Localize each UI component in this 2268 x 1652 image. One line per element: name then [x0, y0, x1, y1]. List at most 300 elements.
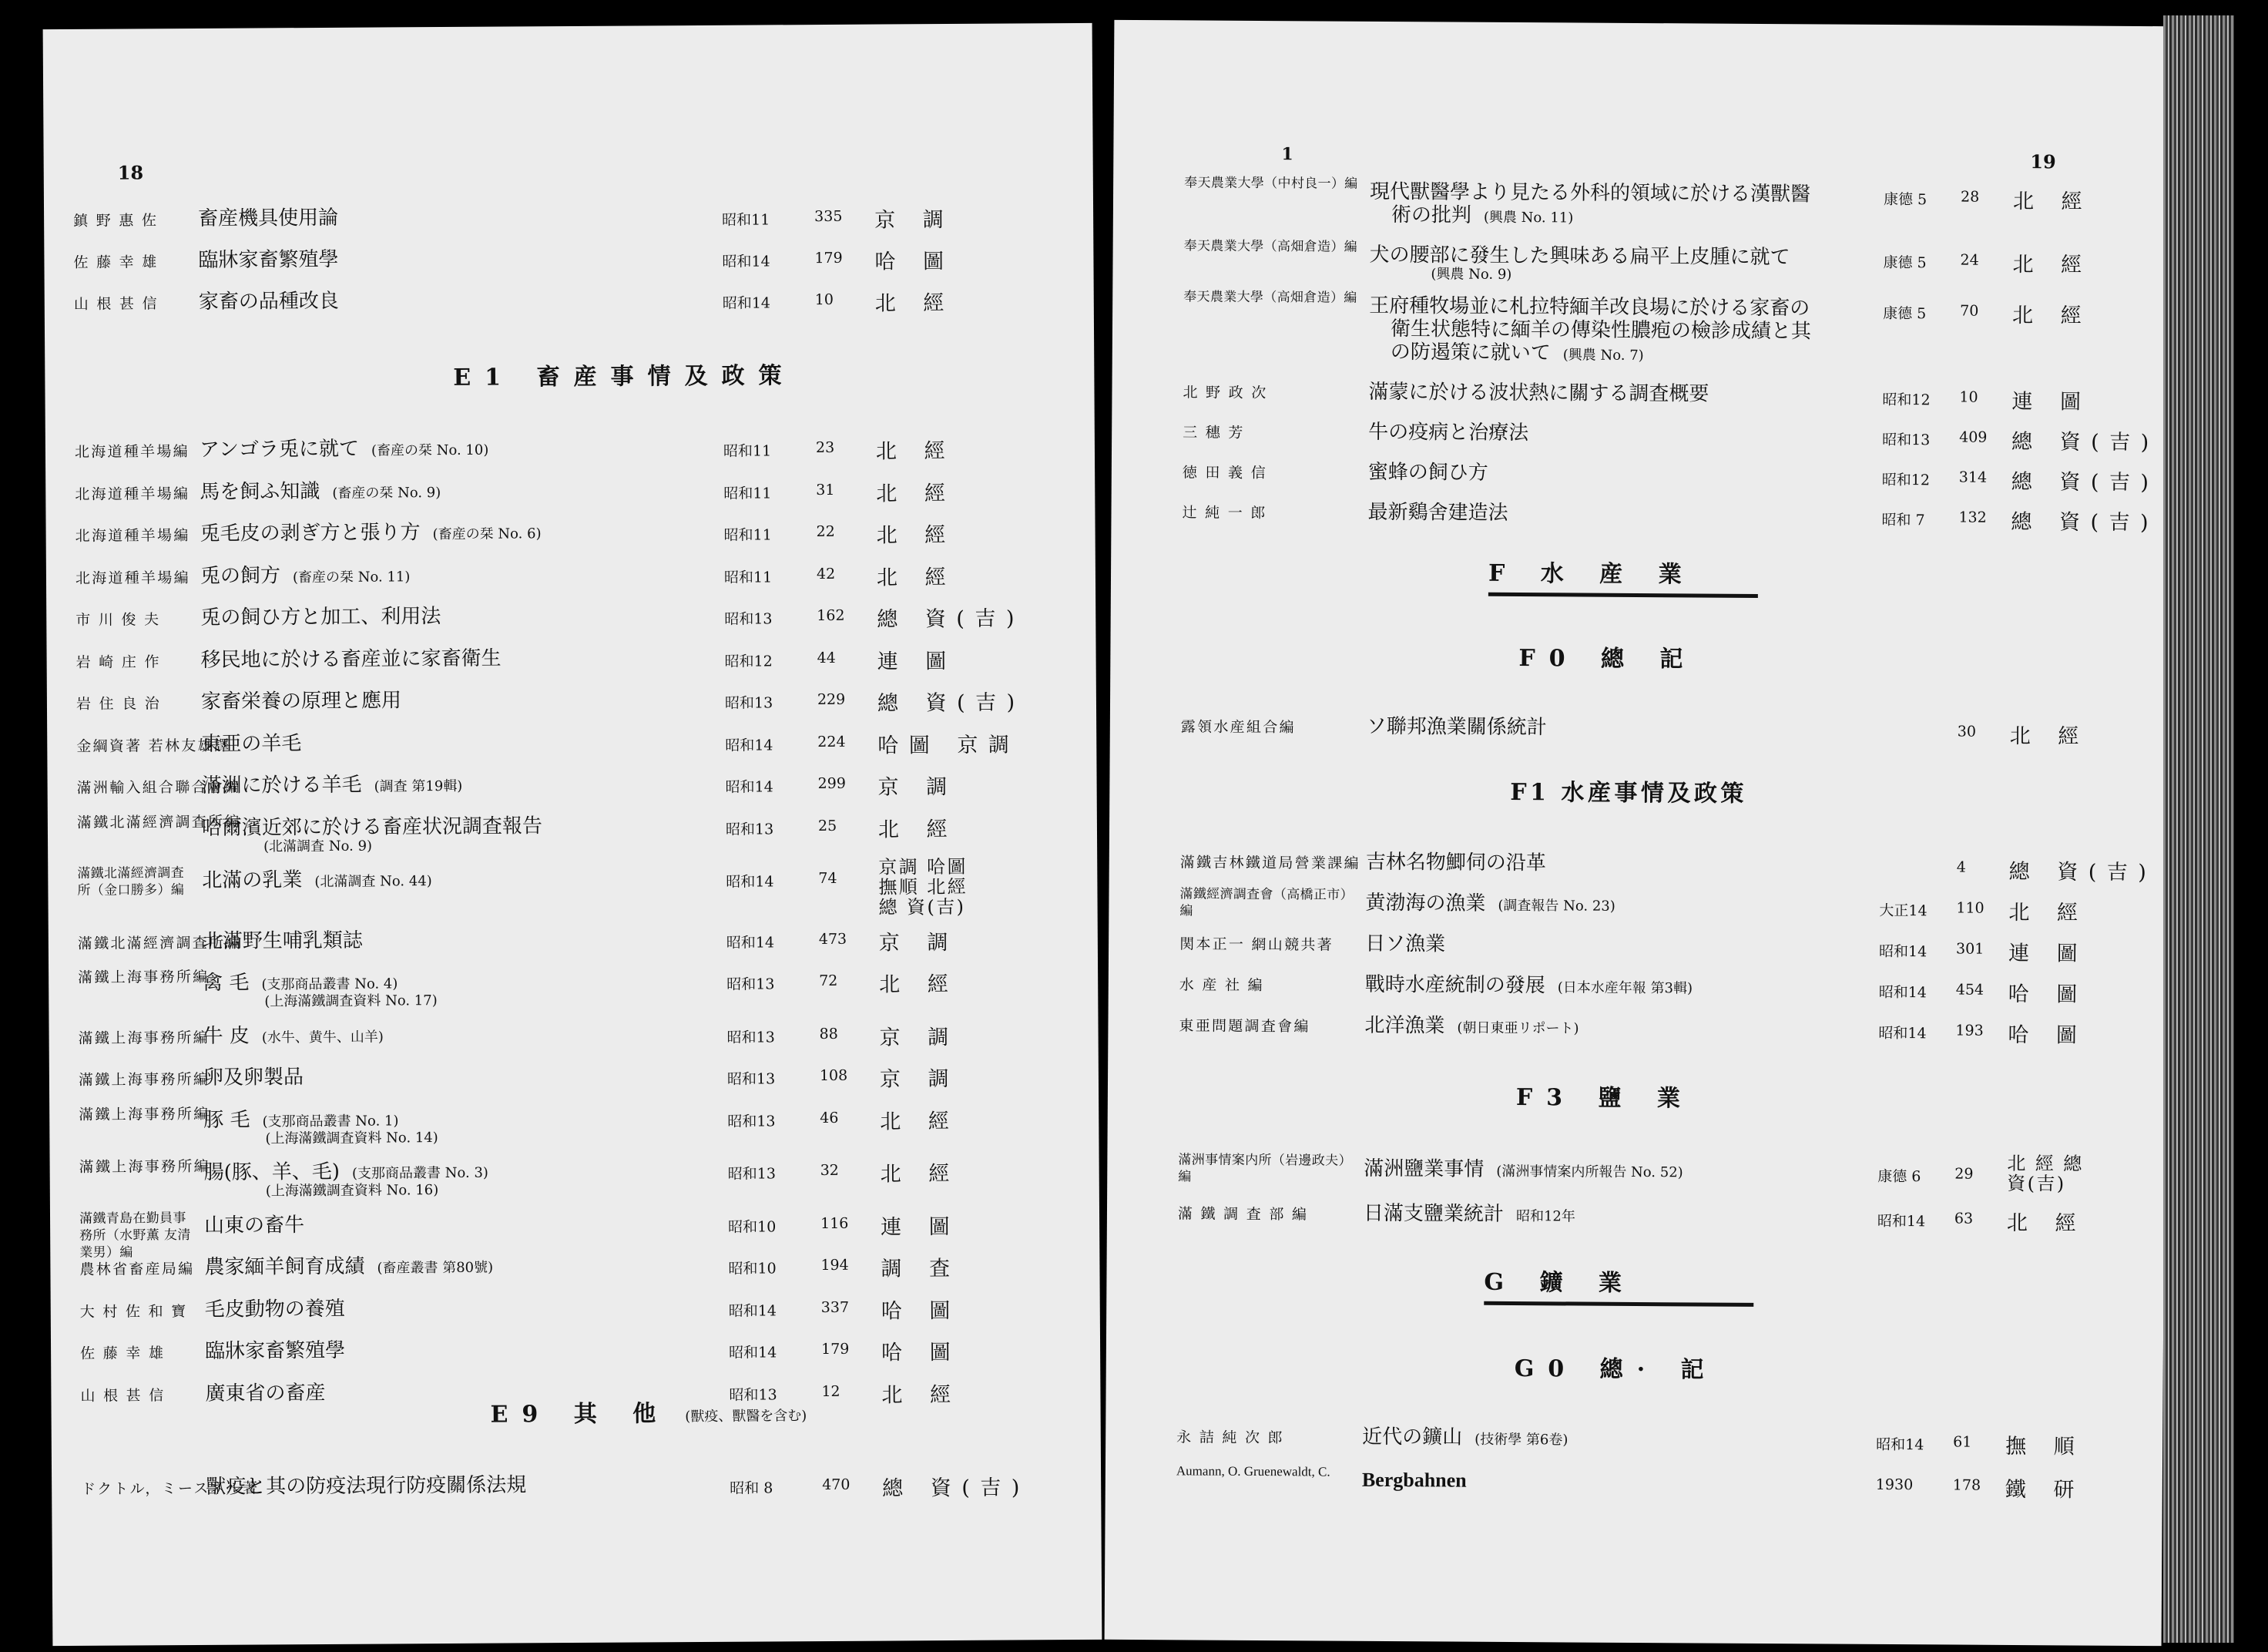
entry-holding-library: 總 資(吉) — [2008, 859, 2157, 885]
entry-year: 大正14 — [1879, 902, 1927, 920]
entry-title — [198, 206, 338, 230]
entry-pages: 88 — [819, 1025, 838, 1043]
bibliography-entry — [49, 1095, 1099, 1147]
entry-title — [202, 868, 432, 895]
entry-title-text: 家畜栄養の原理と應用 — [200, 689, 402, 714]
entry-title-continued: の防遏策に就いて — [1390, 341, 1551, 365]
entry-pages: 473 — [818, 930, 847, 948]
entry-pages: 10 — [814, 290, 834, 309]
bibliography-entry — [52, 1462, 1101, 1515]
bibliography-entry — [49, 959, 1098, 1011]
entry-author: 関本正一 網山競共著 — [1179, 935, 1334, 954]
entry-author: 滿鐵上海事務所編 — [78, 1070, 210, 1089]
entry-holding-library: 北 經 — [879, 972, 959, 997]
entry-year: 昭和14 — [729, 1344, 777, 1362]
entry-holding-library: 總 資(吉) — [877, 606, 1025, 632]
entry-pages: 28 — [1960, 188, 1980, 206]
entry-holding-library: 北 經 — [874, 290, 955, 316]
entry-holding-library: 哈 圖 — [881, 1298, 961, 1324]
entry-holding-library: 哈圖 京調 — [877, 732, 1020, 758]
entry-author: 奉天農業大學（高畑倉造）編 — [1183, 289, 1357, 306]
entry-pages: 72 — [819, 972, 838, 990]
entry-title-text: 蜜蜂の飼ひ方 — [1367, 460, 1488, 485]
entry-title-text: 卵及卵製品 — [203, 1066, 304, 1090]
bibliography-entry — [1107, 1148, 2164, 1200]
entry-author: 水 産 社 編 — [1179, 976, 1264, 995]
entry-author: 農林省畜産局編 — [79, 1261, 195, 1278]
entry-title — [1369, 294, 1812, 369]
entry-title-text: 滿洲に於ける羊毛 — [201, 773, 362, 797]
entry-title-text: 東亜の羊毛 — [201, 731, 302, 756]
entry-title-text: 豚 毛 — [203, 1108, 250, 1132]
entry-author: 岩 住 良 治 — [75, 695, 162, 713]
entry-year: 昭和10 — [728, 1217, 777, 1236]
entry-year: 昭和13 — [726, 1070, 776, 1088]
entry-holding-library: 總 資(吉) — [2011, 509, 2159, 536]
entry-pages: 229 — [817, 690, 846, 709]
page-mark: 1 — [1281, 144, 1293, 165]
entry-author: 滿鐵吉林鐵道局營業課編 — [1179, 854, 1360, 872]
entry-title-text: ソ聯邦漁業關係統計 — [1366, 714, 1547, 740]
entry-holding-library: 連 圖 — [2011, 389, 2092, 415]
entry-pages: 29 — [1954, 1165, 1974, 1183]
entry-author: 佐 藤 幸 雄 — [80, 1345, 166, 1362]
entry-year: 昭和13 — [727, 1165, 776, 1183]
entry-author: 山 根 甚 信 — [80, 1386, 166, 1405]
bibliography-entry — [1111, 492, 2168, 544]
entry-series-note: (技術學 第6卷) — [1475, 1431, 1568, 1449]
section-heading-e9 — [490, 1393, 807, 1429]
entry-holding-library: 北 經 — [880, 1161, 960, 1187]
entry-title-text: 毛皮動物の養殖 — [204, 1297, 345, 1321]
entry-author: 滿鐵北滿經濟調査所編 — [77, 934, 242, 952]
entry-pages: 46 — [820, 1109, 839, 1127]
section-heading-e9-text: E9 其 他 — [490, 1400, 670, 1429]
entry-title-text: 畜産機具使用論 — [198, 206, 339, 230]
entry-holding-library: 哈 圖 — [881, 1340, 961, 1365]
entry-title-text: 臨牀家畜繁殖學 — [204, 1338, 346, 1363]
entry-series-note: (支那商品叢書 No. 1) — [262, 1112, 399, 1130]
page-number: 19 — [2030, 150, 2056, 173]
entry-year: 昭和14 — [722, 253, 770, 270]
entry-title-text: 兎毛皮の剥ぎ方と張り方 — [200, 521, 421, 546]
entry-pages: 116 — [820, 1214, 849, 1232]
entry-year: 昭和12 — [724, 652, 773, 670]
entry-year: 昭和11 — [723, 568, 773, 586]
page-number: 18 — [117, 161, 144, 184]
section-heading-g0: G0 總· 記 — [1514, 1355, 1718, 1384]
entry-author: 滿鐵上海事務所編 — [79, 1157, 210, 1176]
entry-title-text: 農家緬羊飼育成績 — [204, 1254, 365, 1279]
entry-pages: 193 — [1955, 1022, 1984, 1039]
entry-pages: 24 — [1960, 251, 1979, 269]
entry-title — [201, 689, 401, 714]
entry-title-text: 最新鷄舍建造法 — [1367, 500, 1508, 525]
entry-title-text: 滿洲鹽業事情 — [1364, 1157, 1485, 1181]
entry-author: 北 野 政 次 — [1183, 384, 1268, 402]
entry-title — [1367, 715, 1547, 739]
entry-title — [205, 1339, 345, 1363]
entry-pages: 301 — [1956, 940, 1984, 958]
entry-title — [1365, 891, 1615, 918]
entry-title-text: 兎の飼方 — [200, 563, 281, 588]
entry-pages: 70 — [1960, 302, 1979, 320]
entry-pages: 12 — [821, 1382, 840, 1400]
bibliography-entry — [1107, 1193, 2164, 1245]
entry-title — [1364, 1157, 1683, 1185]
entry-year: 康德 5 — [1883, 190, 1927, 209]
entry-year: 昭和14 — [1878, 983, 1927, 1002]
entry-title — [205, 1297, 345, 1321]
entry-title — [202, 814, 542, 840]
entry-series-note: (日本水産年報 第3輯) — [1557, 979, 1693, 997]
entry-author: Aumann, O. Gruenewaldt, C. — [1176, 1463, 1330, 1479]
entry-author: 永 詰 純 次 郎 — [1176, 1429, 1284, 1447]
entry-pages: 162 — [817, 606, 845, 625]
entry-title-text: 北滿の乳業 — [202, 868, 303, 892]
entry-series-note: (畜産の栞 No. 6) — [432, 525, 542, 543]
entry-author: 滿鐵北滿經濟調査所編 — [76, 813, 241, 831]
entry-series-note: (支那商品叢書 No. 4) — [261, 975, 398, 993]
entry-series-note: (滿洲事情案内所報告 No. 52) — [1496, 1163, 1683, 1181]
entry-subnote: (北滿調査 No. 9) — [263, 838, 373, 855]
entry-year: 昭和14 — [1877, 1212, 1926, 1231]
entry-series-note: (調査 第19輯) — [374, 777, 463, 795]
entry-title — [202, 773, 463, 800]
entry-title — [1362, 1469, 1467, 1493]
entry-year: 昭和14 — [726, 933, 775, 952]
entry-author: 市 川 俊 夫 — [75, 611, 161, 629]
section-heading-e1: E1 畜産事情及政策 — [453, 362, 796, 391]
entry-title-text: 北洋漁業 — [1364, 1013, 1445, 1038]
entry-subnote: (興農 No. 9) — [1431, 266, 1512, 283]
entry-author: 徳 田 義 信 — [1182, 464, 1268, 482]
entry-holding-library: 連 圖 — [877, 649, 957, 674]
entry-series-note: (水牛、黄牛、山羊) — [261, 1029, 384, 1046]
entry-title — [200, 605, 441, 630]
entry-holding-library: 北 經 — [2012, 303, 2092, 328]
entry-holding-library: 北 經 — [876, 481, 956, 506]
entry-holding-library: 京 調 — [877, 774, 958, 800]
entry-year: 昭和13 — [726, 975, 775, 993]
entry-year: 昭和14 — [1878, 1024, 1927, 1043]
entry-year: 昭和11 — [723, 442, 772, 460]
entry-year: 昭和12 — [1882, 391, 1931, 409]
entry-author: 東亜問題調査會編 — [1179, 1017, 1310, 1036]
entry-holding-library: 連 圖 — [881, 1214, 961, 1240]
entry-holding-library: 北 經 — [2009, 724, 2089, 749]
entry-holding-library: 北 經 — [881, 1382, 961, 1408]
entry-pages: 44 — [817, 649, 836, 667]
entry-title-text: 腸(豚、羊、毛) — [203, 1160, 341, 1184]
entry-title — [203, 1023, 384, 1049]
entry-author: 三 穗 芳 — [1183, 424, 1245, 442]
entry-series-note: (朝日東亜リポート) — [1457, 1019, 1579, 1037]
bibliography-entry — [45, 277, 1094, 330]
entry-title — [205, 1381, 325, 1405]
entry-year: 昭和11 — [723, 526, 772, 544]
entry-pages: 74 — [818, 869, 837, 888]
entry-year: 昭和13 — [729, 1385, 777, 1404]
entry-holding-library: 連 圖 — [2008, 941, 2089, 966]
entry-series-note: (畜産叢書 第80號) — [377, 1259, 494, 1277]
entry-title — [204, 1254, 493, 1281]
entry-title-text: 戰時水産統制の發展 — [1364, 972, 1545, 998]
entry-holding-library: 調 査 — [881, 1256, 961, 1281]
entry-year: 昭和 7 — [1881, 511, 1925, 529]
entry-pages: 179 — [821, 1340, 850, 1358]
entry-author: 滿鐵上海事務所編 — [78, 1029, 210, 1047]
entry-author: 滿鐵北滿經濟調査所（金口勝多）編 — [77, 865, 185, 898]
entry-year: 昭和14 — [1876, 1435, 1924, 1454]
entry-holding-library: 哈 圖 — [874, 249, 955, 274]
entry-pages: 42 — [816, 565, 836, 583]
entry-title-text: 臨牀家畜繁殖學 — [198, 247, 339, 272]
entry-year: 昭和11 — [722, 211, 770, 229]
entry-title-text: 日ソ漁業 — [1365, 932, 1446, 956]
entry-title-text: 日滿支鹽業統計 — [1363, 1201, 1505, 1226]
section-heading-f1: F1 水産事情及政策 — [1510, 778, 1748, 808]
entry-holding-library: 北 經 總 資(吉) — [2007, 1152, 2084, 1195]
entry-title — [1364, 1202, 1575, 1229]
entry-author: 鎮 野 惠 佐 — [73, 212, 159, 230]
entry-series-note: (北滿調査 No. 44) — [314, 873, 432, 891]
bibliography-entry — [1108, 1005, 2165, 1057]
entry-pages: 335 — [814, 207, 843, 226]
entry-title-continued: 衛生状態特に緬羊の傳染性膿疱の檢診成績と其 — [1390, 317, 1812, 344]
entry-title-text: 牛の疫病と治療法 — [1368, 420, 1529, 445]
entry-author: 奉天農業大學（高畑倉造）編 — [1183, 238, 1358, 255]
entry-title — [200, 437, 489, 464]
entry-holding-library: 京 調 — [878, 930, 959, 955]
entry-author: 金綱資著 若林友雄譯 — [76, 737, 231, 755]
section-heading-e9-note: (獸疫、獸醫を含む) — [685, 1408, 807, 1425]
entry-year: 昭和13 — [725, 820, 774, 838]
entry-title — [1365, 932, 1445, 956]
entry-series-note: (畜産の栞 No. 11) — [292, 568, 411, 586]
entry-year: 昭和13 — [724, 694, 773, 712]
entry-holding-library: 總 資(吉) — [2011, 469, 2159, 495]
entry-pages: 10 — [1959, 388, 1978, 406]
entry-year: 昭和10 — [728, 1260, 777, 1278]
entry-author: 滿鐵上海事務所編 — [79, 1105, 210, 1123]
entry-title-text: 牛 皮 — [203, 1024, 250, 1048]
entry-holding-library: 撫 順 — [2005, 1434, 2085, 1459]
entry-pages: 4 — [1956, 858, 1966, 876]
entry-series-note: (興農 No. 11) — [1483, 209, 1574, 227]
entry-pages: 179 — [814, 249, 843, 267]
entry-holding-library: 鐵 研 — [2005, 1477, 2085, 1503]
entry-title-text: 哈爾濱近郊に於ける畜産状況調査報告 — [201, 814, 543, 840]
entry-year: 昭和 8 — [730, 1479, 773, 1497]
left-page — [43, 23, 1102, 1646]
entry-pages: 194 — [820, 1256, 849, 1274]
entry-title — [1370, 180, 1810, 231]
entry-year: 昭和12 — [1881, 471, 1931, 489]
entry-title — [1369, 243, 1790, 269]
entry-title-text: アンゴラ兎に就て — [199, 437, 359, 462]
entry-holding-library: 北 經 — [875, 438, 956, 464]
entry-title — [1362, 1425, 1568, 1452]
entry-pages: 32 — [820, 1161, 839, 1180]
entry-author: 北海道種羊場編 — [75, 527, 190, 545]
section-heading-f0: F0 總 記 — [1518, 645, 1697, 673]
entry-year: 1930 — [1875, 1476, 1914, 1494]
entry-author: 滿洲事情案内所（岩邊政夫）編 — [1178, 1152, 1352, 1185]
entry-holding-library: 北 經 — [2006, 1210, 2087, 1236]
entry-holding-library: 京 調 — [879, 1025, 959, 1050]
section-heading-g: G 鑛 業 — [1484, 1263, 1753, 1307]
entry-author: 山 根 甚 信 — [73, 295, 159, 313]
entry-title-text: 廣東省の畜産 — [205, 1381, 326, 1405]
entry-year: 昭和13 — [726, 1028, 775, 1046]
entry-pages: 409 — [1959, 428, 1988, 446]
entry-title-text: 家畜の品種改良 — [198, 289, 339, 314]
entry-series-note: (畜産の栞 No. 9) — [332, 484, 441, 502]
entry-author: 滿鐵上海事務所編 — [78, 968, 210, 986]
entry-title-text: 犬の腰部に發生した興味ある扁平上皮腫に就て — [1369, 243, 1790, 270]
entry-author: 北海道種羊場編 — [75, 569, 190, 587]
entry-title-text: 馬を飼ふ知識 — [200, 479, 320, 504]
entry-year: 昭和14 — [728, 1301, 777, 1320]
entry-title — [200, 479, 441, 506]
entry-pages: 110 — [1956, 899, 1984, 917]
entry-title — [200, 563, 411, 590]
bibliography-entry — [50, 1148, 1099, 1200]
entry-pages: 30 — [1957, 723, 1977, 740]
entry-holding-library: 北 經 — [2012, 189, 2093, 214]
entry-pages: 22 — [816, 522, 835, 541]
entry-year: 昭和13 — [727, 1112, 776, 1130]
entry-holding-library: 北 經 — [876, 565, 957, 590]
entry-year: 昭和13 — [724, 610, 773, 628]
bibliography-entry — [1113, 171, 2170, 227]
entry-year: 昭和14 — [1878, 942, 1927, 961]
entry-title-text: 滿蒙に於ける波状熱に關する調査概要 — [1368, 380, 1709, 406]
entry-pages: 178 — [1952, 1476, 1981, 1494]
entry-pages: 470 — [822, 1476, 850, 1494]
entry-pages: 224 — [817, 733, 846, 750]
entry-pages: 31 — [816, 481, 835, 499]
section-heading-f3: F3 鹽 業 — [1515, 1084, 1695, 1113]
entry-year: 康德 5 — [1883, 304, 1927, 323]
entry-holding-library: 哈 圖 — [2008, 982, 2088, 1007]
entry-series-note: 昭和12年 — [1515, 1208, 1575, 1225]
entry-year: 昭和14 — [726, 873, 774, 891]
entry-holding-library: 北 經 — [876, 522, 956, 548]
entry-pages: 132 — [1958, 509, 1987, 526]
entry-pages: 25 — [817, 817, 837, 834]
entry-author: 北海道種羊場編 — [75, 485, 190, 503]
entry-holding-library: 北 經 — [2012, 252, 2092, 277]
entry-title-text: 現代獸醫學より見たる外科的領域に於ける漢獸醫 — [1369, 180, 1811, 206]
entry-year: 昭和14 — [725, 736, 773, 754]
entry-title — [206, 1473, 526, 1499]
entry-author: ドクトル，ミースネル著 — [81, 1479, 260, 1498]
entry-holding-library: 北 經 — [2008, 900, 2089, 925]
entry-author: 滿鐵青島在勤員事務所（水野薫 友清業男）編 — [79, 1210, 191, 1261]
entry-title — [201, 646, 502, 671]
entry-pages: 23 — [815, 438, 835, 457]
entry-title — [203, 1066, 304, 1090]
entry-year: 昭和14 — [725, 778, 773, 796]
entry-title — [204, 1214, 304, 1237]
entry-title-text: 獸疫と其の防疫法現行防疫關係法規 — [206, 1473, 527, 1499]
entry-title — [1366, 851, 1546, 875]
entry-pages: 299 — [817, 774, 846, 793]
entry-holding-library: 北 經 — [877, 817, 958, 842]
entry-series-note: (調査報告 No. 23) — [1498, 897, 1615, 915]
entry-title — [203, 928, 363, 952]
entry-title — [1364, 1014, 1579, 1041]
bibliography-entry — [48, 855, 1097, 918]
entry-title-text: 吉林名物鯽伺の沿革 — [1365, 850, 1546, 875]
entry-series-note: (畜産の栞 No. 10) — [371, 442, 489, 459]
entry-author: 大 村 佐 和 寶 — [79, 1302, 188, 1321]
entry-title — [198, 248, 338, 272]
entry-year: 昭和11 — [723, 484, 772, 502]
entry-author: 露領水産組合編 — [1180, 718, 1296, 737]
entry-holding-library: 北 經 — [880, 1109, 960, 1134]
entry-subnote: (上海滿鐵調査資料 No. 17) — [264, 992, 438, 1010]
entry-pages: 108 — [819, 1066, 848, 1085]
entry-title-text: 禽 毛 — [203, 971, 250, 995]
right-page — [1105, 20, 2172, 1646]
entry-title-text: Bergbahnen — [1361, 1468, 1467, 1492]
bibliography-entry — [1110, 706, 2167, 758]
entry-holding-library: 京調 哈圖 撫順 北經 總 資(吉) — [878, 855, 968, 918]
entry-title-text: 黄渤海の漁業 — [1365, 891, 1486, 915]
entry-series-note: (興農 No. 7) — [1562, 347, 1644, 364]
bibliography-entry — [48, 803, 1097, 855]
bibliography-entry — [1105, 1459, 2162, 1512]
bibliography-entry — [1112, 285, 2169, 365]
entry-title — [200, 520, 542, 548]
entry-author: 岩 崎 庄 作 — [75, 653, 161, 671]
entry-pages: 314 — [1958, 468, 1988, 486]
entry-series-note: (支那商品叢書 No. 3) — [351, 1164, 488, 1182]
entry-holding-library: 總 資(吉) — [882, 1476, 1030, 1501]
entry-holding-library: 總 資(吉) — [2011, 429, 2159, 455]
entry-title-text: 移民地に於ける畜産並に家畜衛生 — [200, 646, 502, 672]
entry-title — [201, 732, 301, 756]
entry-title — [1368, 421, 1528, 445]
entry-title-text: 兎の飼ひ方と加工、利用法 — [200, 605, 441, 630]
entry-author: 辻 純 一 郎 — [1182, 504, 1267, 522]
entry-title — [1368, 381, 1709, 406]
entry-author: 北海道種羊場編 — [74, 443, 190, 461]
section-heading-f: F 水 産 業 — [1488, 554, 1758, 598]
entry-holding-library: 京 調 — [874, 207, 955, 233]
entry-title-continued: 術の批判 — [1391, 203, 1471, 227]
entry-title — [1367, 501, 1508, 525]
entry-pages: 337 — [820, 1298, 850, 1316]
entry-title — [1368, 461, 1488, 485]
entry-title-text: 王府種牧場並に札拉特緬羊改良場に於ける家畜の — [1369, 294, 1810, 321]
entry-pages: 63 — [1954, 1210, 1974, 1227]
entry-pages: 454 — [1955, 981, 1984, 999]
entry-title-text: 北滿野生哺乳類誌 — [202, 928, 363, 953]
entry-subnote: (上海滿鐵調査資料 No. 14) — [265, 1129, 438, 1147]
entry-year: 昭和13 — [1882, 431, 1931, 449]
entry-title — [199, 290, 339, 314]
entry-year: 康德 5 — [1883, 254, 1927, 272]
entry-title — [1365, 973, 1693, 1001]
entry-title-text: 山東の畜牛 — [203, 1213, 305, 1237]
entry-author: 滿鐵經濟調査會（高橋正市）編 — [1179, 886, 1354, 919]
entry-year: 昭和14 — [722, 294, 771, 312]
entry-holding-library: 京 調 — [879, 1066, 960, 1092]
